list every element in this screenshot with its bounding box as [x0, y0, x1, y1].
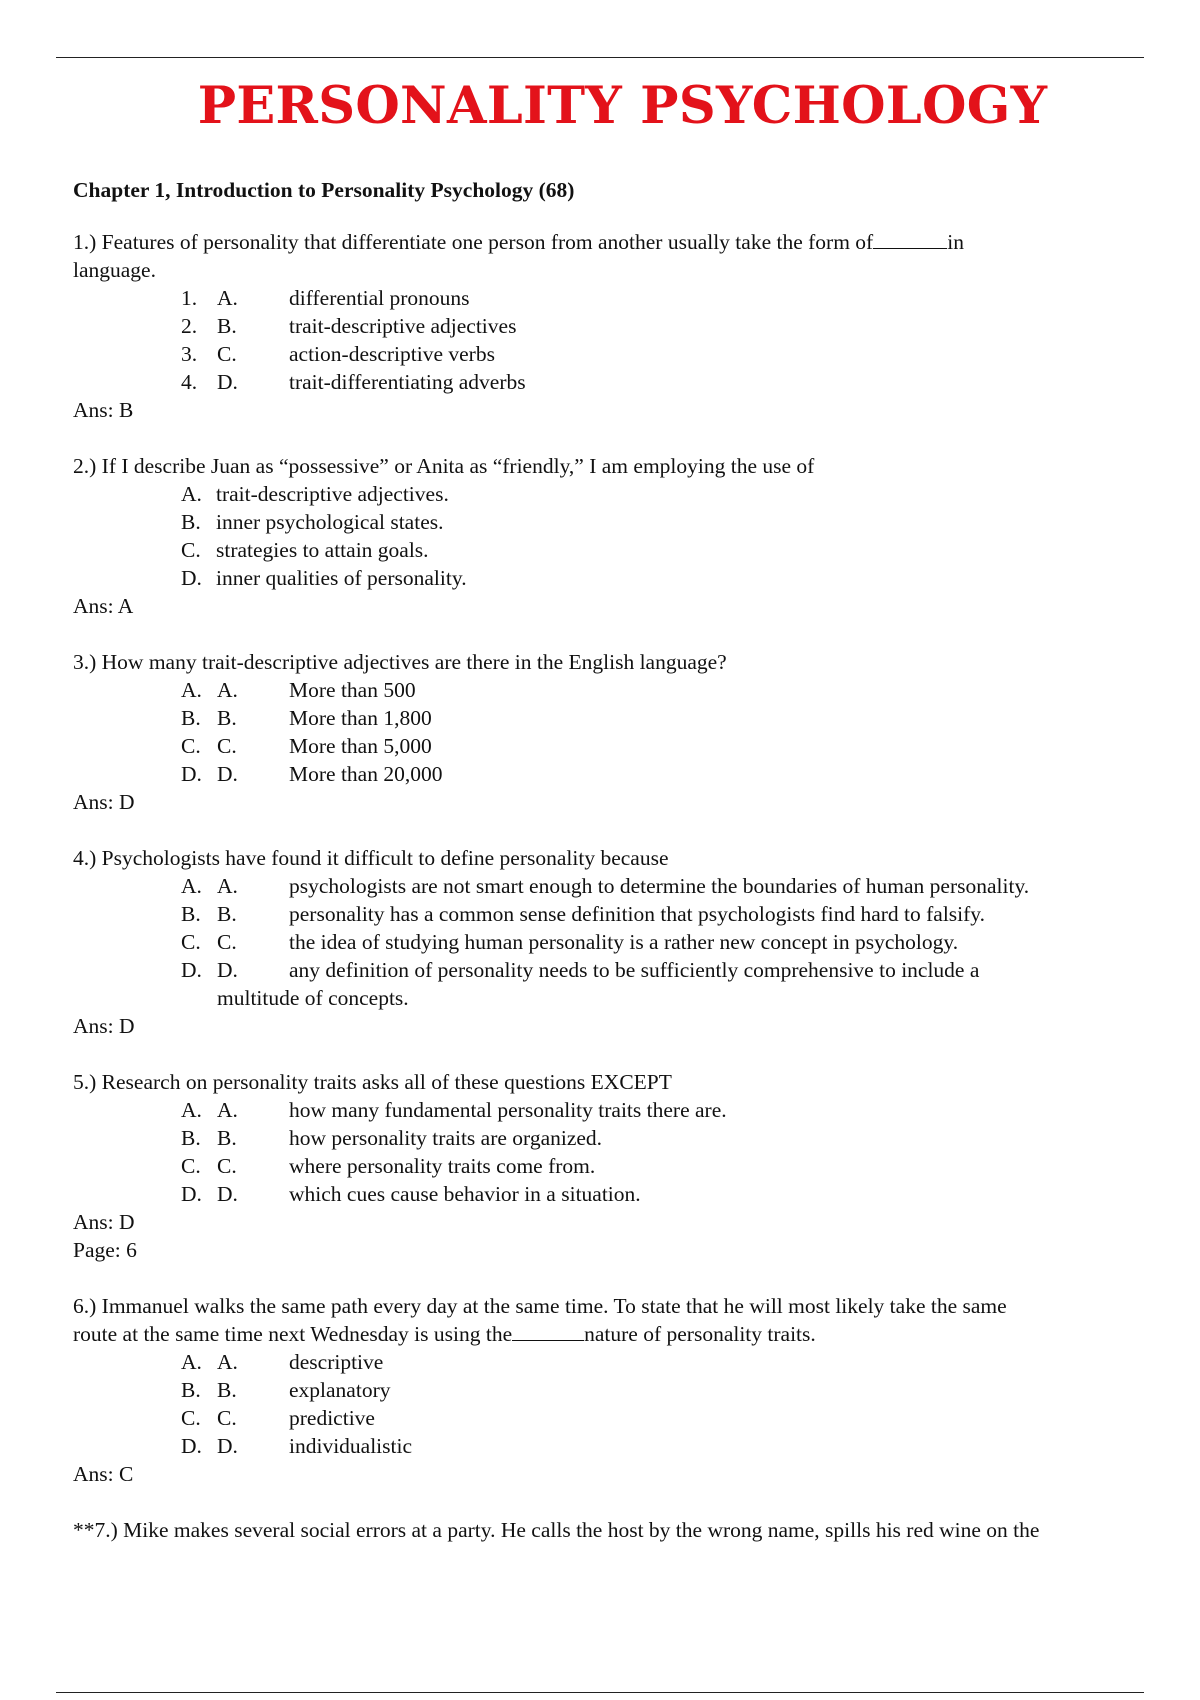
choice-item: D. D. which cues cause behavior in a situation.	[181, 1182, 641, 1206]
choice-item: A. trait-descriptive adjectives.	[181, 482, 449, 506]
choice-item: B. inner psychological states.	[181, 510, 444, 534]
question-stem: 4.) Psychologists have found it difficult to define personality because	[73, 846, 669, 870]
choice-item: A. A. how many fundamental personality traits there are.	[181, 1098, 727, 1122]
question-stem: 5.) Research on personality traits asks all of these questions EXCEPT	[73, 1070, 672, 1094]
choice-item: 4. D. trait-differentiating adverbs	[181, 370, 526, 394]
question-5	[73, 1068, 1153, 1264]
question-2	[73, 452, 1153, 620]
choice-item: B. B. More than 1,800	[181, 706, 432, 730]
question-stem: 6.) Immanuel walks the same path every day at the same time. To state that he will most likely take the same route at the same time next Wednesday is using the nature of personality traits.	[73, 1294, 1007, 1346]
document-body	[73, 176, 1153, 1572]
choice-item: 2. B. trait-descriptive adjectives	[181, 314, 517, 338]
choice-item: B. B. explanatory	[181, 1378, 391, 1402]
choice-item: 3. C. action-descriptive verbs	[181, 342, 495, 366]
choice-item: A. A. psychologists are not smart enough to determine the boundaries of human personality.	[181, 874, 1030, 898]
choice-list	[73, 1348, 1153, 1460]
answer-blank	[873, 228, 947, 249]
choice-item: A. A. More than 500	[181, 678, 416, 702]
choice-list	[73, 480, 1153, 592]
answer-key: Ans: D	[73, 790, 135, 814]
question-6	[73, 1292, 1153, 1488]
answer-key: Ans: C	[73, 1462, 134, 1486]
choice-list	[73, 284, 1153, 396]
question-1	[73, 228, 1153, 424]
document-title: PERSONALITY PSYCHOLOGY	[197, 76, 1048, 136]
choice-item: C. C. More than 5,000	[181, 734, 432, 758]
choice-item: 1. A. differential pronouns	[181, 286, 470, 310]
question-7	[73, 1516, 1153, 1544]
choice-list	[73, 872, 1153, 1012]
choice-item: C. strategies to attain goals.	[181, 538, 429, 562]
answer-key: Ans: D	[73, 1014, 135, 1038]
choice-item: D. D. individualistic	[181, 1434, 413, 1458]
choice-item: C. C. the idea of studying human personality is a rather new concept in psychology.	[181, 930, 959, 954]
choice-item: D. D. any definition of personality needs to be sufficiently comprehensive to include a multitude of concepts.	[181, 958, 980, 1010]
question-stem: 2.) If I describe Juan as “possessive” or Anita as “friendly,” I am employing the use of	[73, 454, 815, 478]
bottom-rule	[56, 1692, 1144, 1693]
choice-item: B. B. how personality traits are organized.	[181, 1126, 603, 1150]
choice-list	[73, 1096, 1153, 1208]
question-4	[73, 844, 1153, 1040]
choice-item: C. C. predictive	[181, 1406, 375, 1430]
question-stem: **7.) Mike makes several social errors at a party. He calls the host by the wrong name, spills his red wine on the	[73, 1518, 1040, 1542]
top-rule	[56, 57, 1144, 58]
page-reference: Page: 6	[73, 1238, 137, 1262]
question-3	[73, 648, 1153, 816]
choice-item: D. D. More than 20,000	[181, 762, 443, 786]
answer-key: Ans: D	[73, 1210, 135, 1234]
answer-key: Ans: B	[73, 398, 134, 422]
choice-item: A. A. descriptive	[181, 1350, 384, 1374]
answer-key: Ans: A	[73, 594, 134, 618]
choice-list	[73, 676, 1153, 788]
question-stem: 1.) Features of personality that differentiate one person from another usually take the form of in language.	[73, 230, 964, 282]
choice-item: D. inner qualities of personality.	[181, 566, 467, 590]
answer-blank	[512, 1320, 584, 1341]
choice-item: B. B. personality has a common sense definition that psychologists find hard to falsify.	[181, 902, 986, 926]
question-stem: 3.) How many trait-descriptive adjectives are there in the English language?	[73, 650, 727, 674]
chapter-heading: Chapter 1, Introduction to Personality Psychology (68)	[73, 178, 575, 202]
choice-item: C. C. where personality traits come from.	[181, 1154, 596, 1178]
